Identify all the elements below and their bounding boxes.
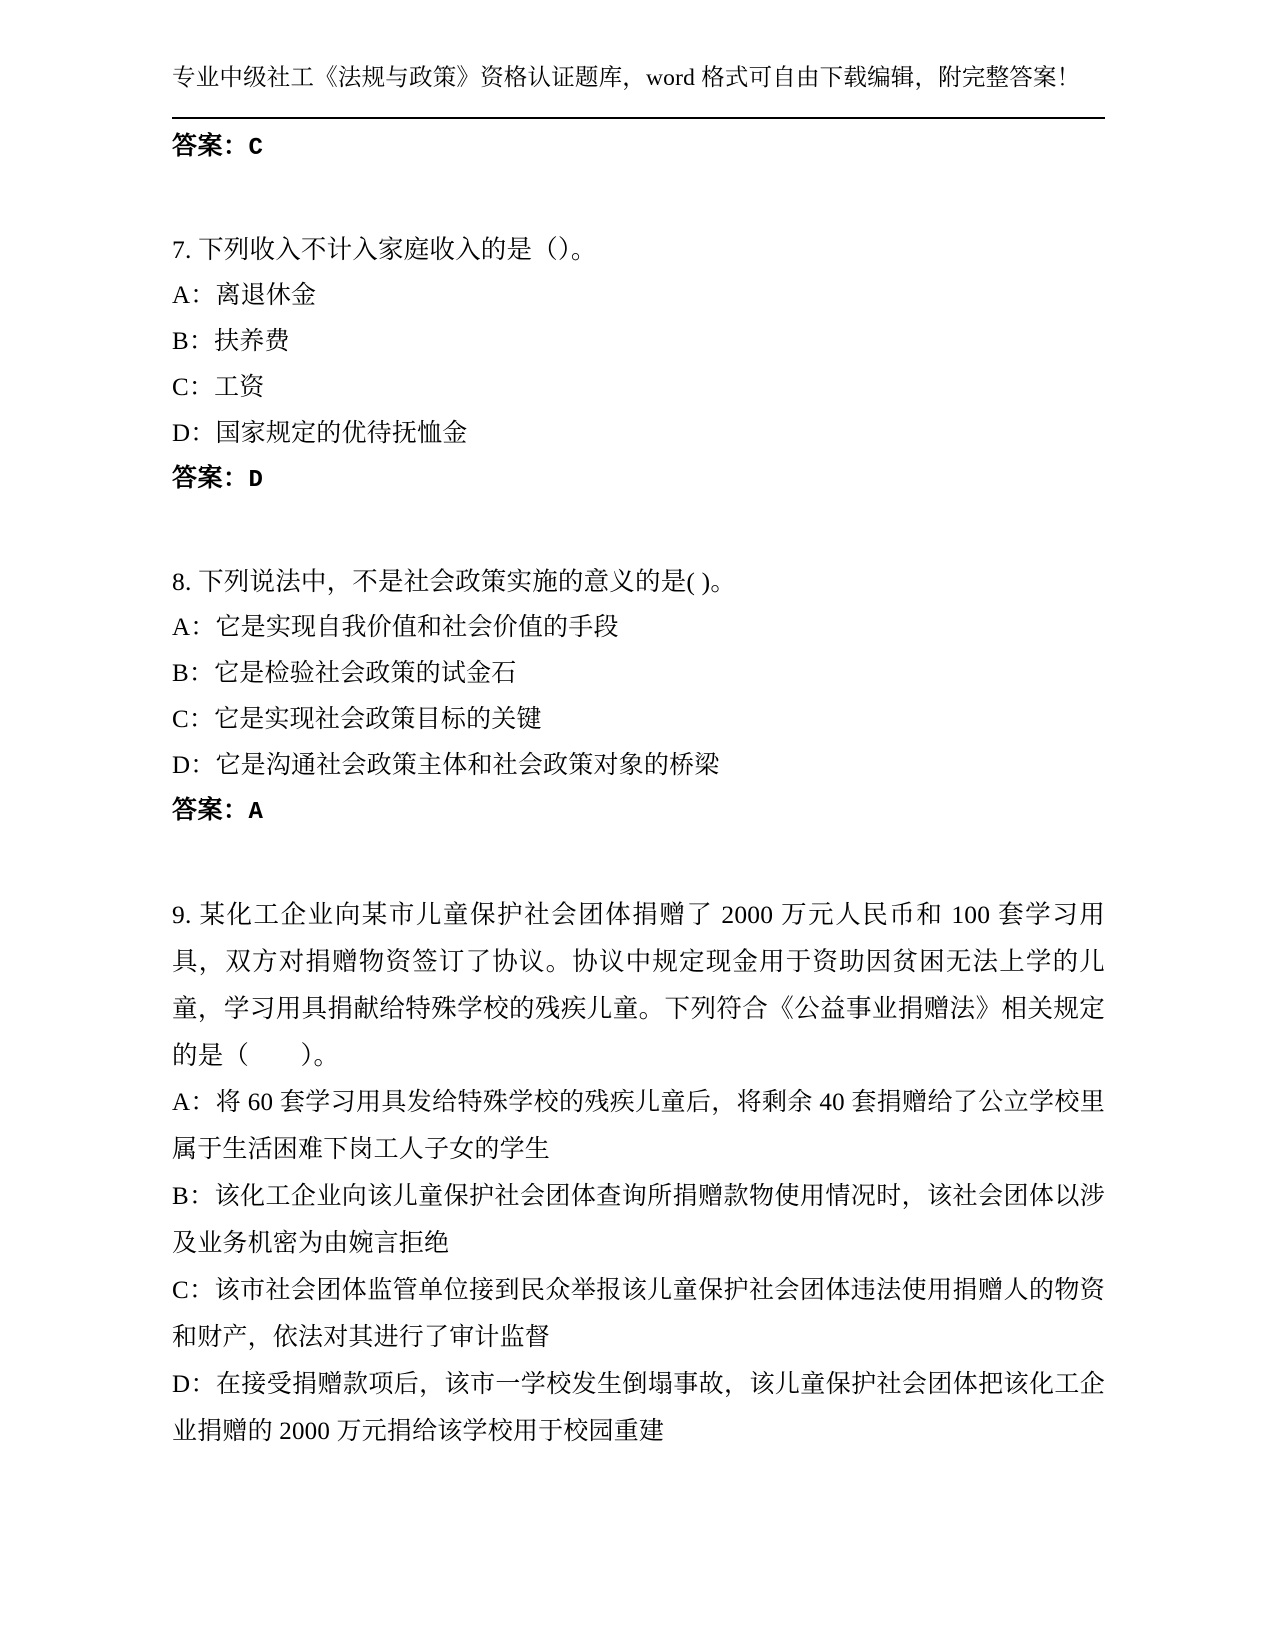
option-d: D：国家规定的优待抚恤金 — [172, 420, 468, 447]
option-d: D：它是沟通社会政策主体和社会政策对象的桥梁 — [172, 752, 720, 779]
answer-label: 答案： — [172, 133, 249, 160]
option-c: C：工资 — [172, 374, 265, 401]
option-b: B：该化工企业向该儿童保护社会团体查询所捐赠款物使用情况时，该社会团体以涉及业务机密为由婉言拒绝 — [172, 1183, 1105, 1257]
spacer — [172, 171, 1105, 227]
question-stem: 8. 下列说法中，不是社会政策实施的意义的是( )。 — [172, 567, 737, 596]
answer-label: 答案： — [172, 465, 249, 492]
option-d: D：在接受捐赠款项后，该市一学校发生倒塌事故，该儿童保护社会团体把该化工企业捐赠的 2000 万元捐给该学校用于校园重建 — [172, 1371, 1105, 1445]
answer-line — [172, 789, 1105, 835]
option-a: A：离退休金 — [172, 282, 317, 309]
option-c: C：该市社会团体监管单位接到民众举报该儿童保护社会团体违法使用捐赠人的物资和财产，依法对其进行了审计监督 — [172, 1277, 1105, 1351]
answer-value: D — [248, 467, 264, 494]
question-stem: 9. 某化工企业向某市儿童保护社会团体捐赠了 2000 万元人民币和 100 套学习用具，双方对捐赠物资签订了协议。协议中规定现金用于资助因贫困无法上学的儿童，学习用具捐献给特殊学校的残疾儿童。下列符合《公益事业捐赠法》相关规定的是（ ）。 — [172, 900, 1105, 1070]
question-8 — [172, 559, 1105, 835]
spacer — [172, 503, 1105, 559]
option-b: B：扶养费 — [172, 328, 290, 355]
option-c: C：它是实现社会政策目标的关键 — [172, 706, 542, 733]
answer-line — [172, 457, 1105, 503]
option-a: A：它是实现自我价值和社会价值的手段 — [172, 614, 619, 641]
answer-value: A — [248, 799, 264, 826]
option-a: A：将 60 套学习用具发给特殊学校的残疾儿童后，将剩余 40 套捐赠给了公立学校里属于生活困难下岗工人子女的学生 — [172, 1089, 1105, 1163]
option-b: B：它是检验社会政策的试金石 — [172, 660, 517, 687]
question-7 — [172, 227, 1105, 503]
answer-line-top — [172, 125, 1105, 171]
question-stem: 7. 下列收入不计入家庭收入的是（）。 — [172, 235, 597, 264]
answer-value: C — [248, 135, 264, 162]
header-divider — [172, 117, 1105, 119]
question-9 — [172, 891, 1105, 1455]
document-header-note: 专业中级社工《法规与政策》资格认证题库，word 格式可自由下载编辑，附完整答案！ — [172, 65, 1081, 91]
answer-label: 答案： — [172, 797, 249, 824]
spacer — [172, 835, 1105, 891]
